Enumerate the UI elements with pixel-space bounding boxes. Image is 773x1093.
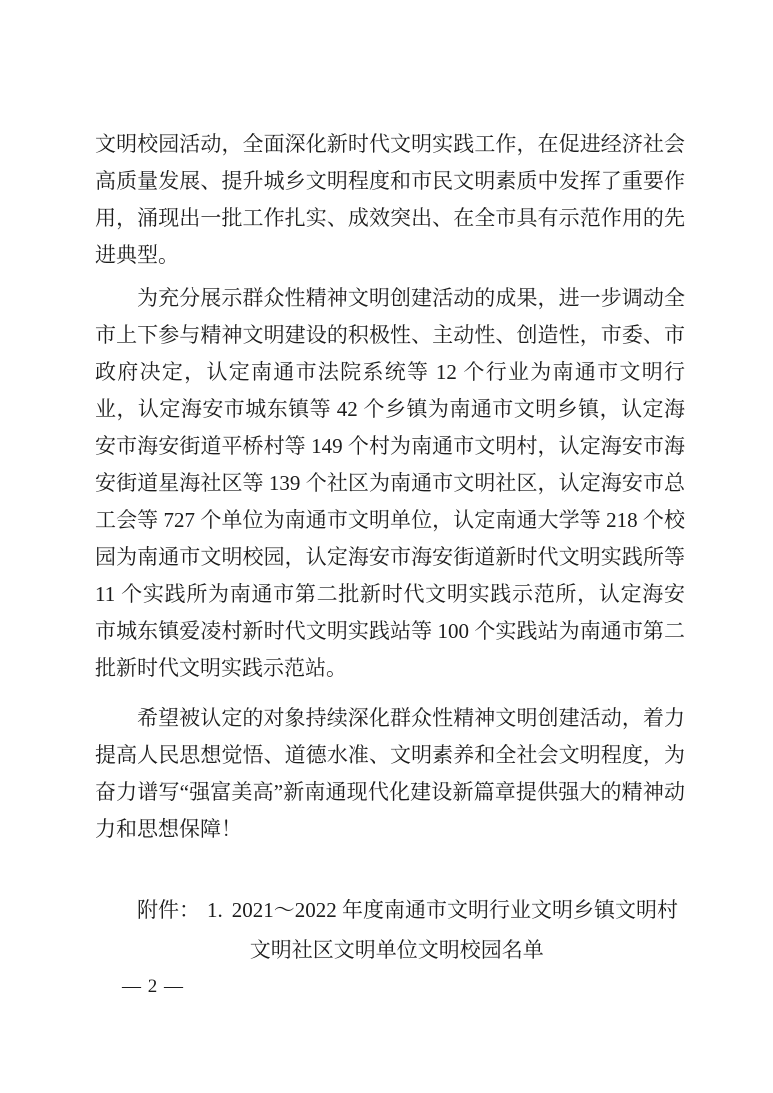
attachment-block <box>95 890 685 970</box>
body-paragraph-continuation: 文明校园活动，全面深化新时代文明实践工作，在促进经济社会高质量发展、提升城乡文明程度和市民文明素质中发挥了重要作用，涌现出一批工作扎实、成效突出、在全市具有示范作用的先进典型。 <box>95 132 685 267</box>
attachment-item <box>207 890 678 970</box>
attachment-title-line-1: 2021～2022 年度南通市文明行业文明乡镇文明村 <box>231 898 678 922</box>
body-paragraph-recognition-decision: 为充分展示群众性精神文明创建活动的成果，进一步调动全市上下参与精神文明建设的积极性、主动性、创造性，市委、市政府决定，认定南通市法院系统等 12 个行业为南通市文明行业，认定海安市城东镇等 42 个乡镇为南通市文明乡镇，认定海安市海安街道平桥村等 149 个村为南通市文明村，认定海安市海安街道星海社区等 139 个社区为南通市文明社区，认定海安市总工会等 727 个单位为南通市文明单位，认定南通大学等 218 个校园为南通市文明校园，认定海安市海安街道新时代文明实践所等 11 个实践所为南通市第二批新时代文明实践示范所，认定海安市城东镇爱凌村新时代文明实践站等 100 个实践站为南通市第二批新时代文明实践示范站。 <box>95 286 685 680</box>
attachment-label: 附件： <box>137 898 200 922</box>
attachment-title-line-2: 文明社区文明单位文明校园名单 <box>249 938 544 962</box>
page-number: — 2 — <box>122 976 184 997</box>
attachment-item-number: 1. <box>207 898 223 922</box>
body-paragraph-closing-hope: 希望被认定的对象持续深化群众性精神文明创建活动，着力提高人民思想觉悟、道德水准、文明素养和全社会文明程度，为奋力谱写“强富美高”新南通现代化建设新篇章提供强大的精神动力和思想保障！ <box>95 706 685 841</box>
document-body <box>95 126 685 970</box>
attachment-item-title <box>232 890 678 970</box>
